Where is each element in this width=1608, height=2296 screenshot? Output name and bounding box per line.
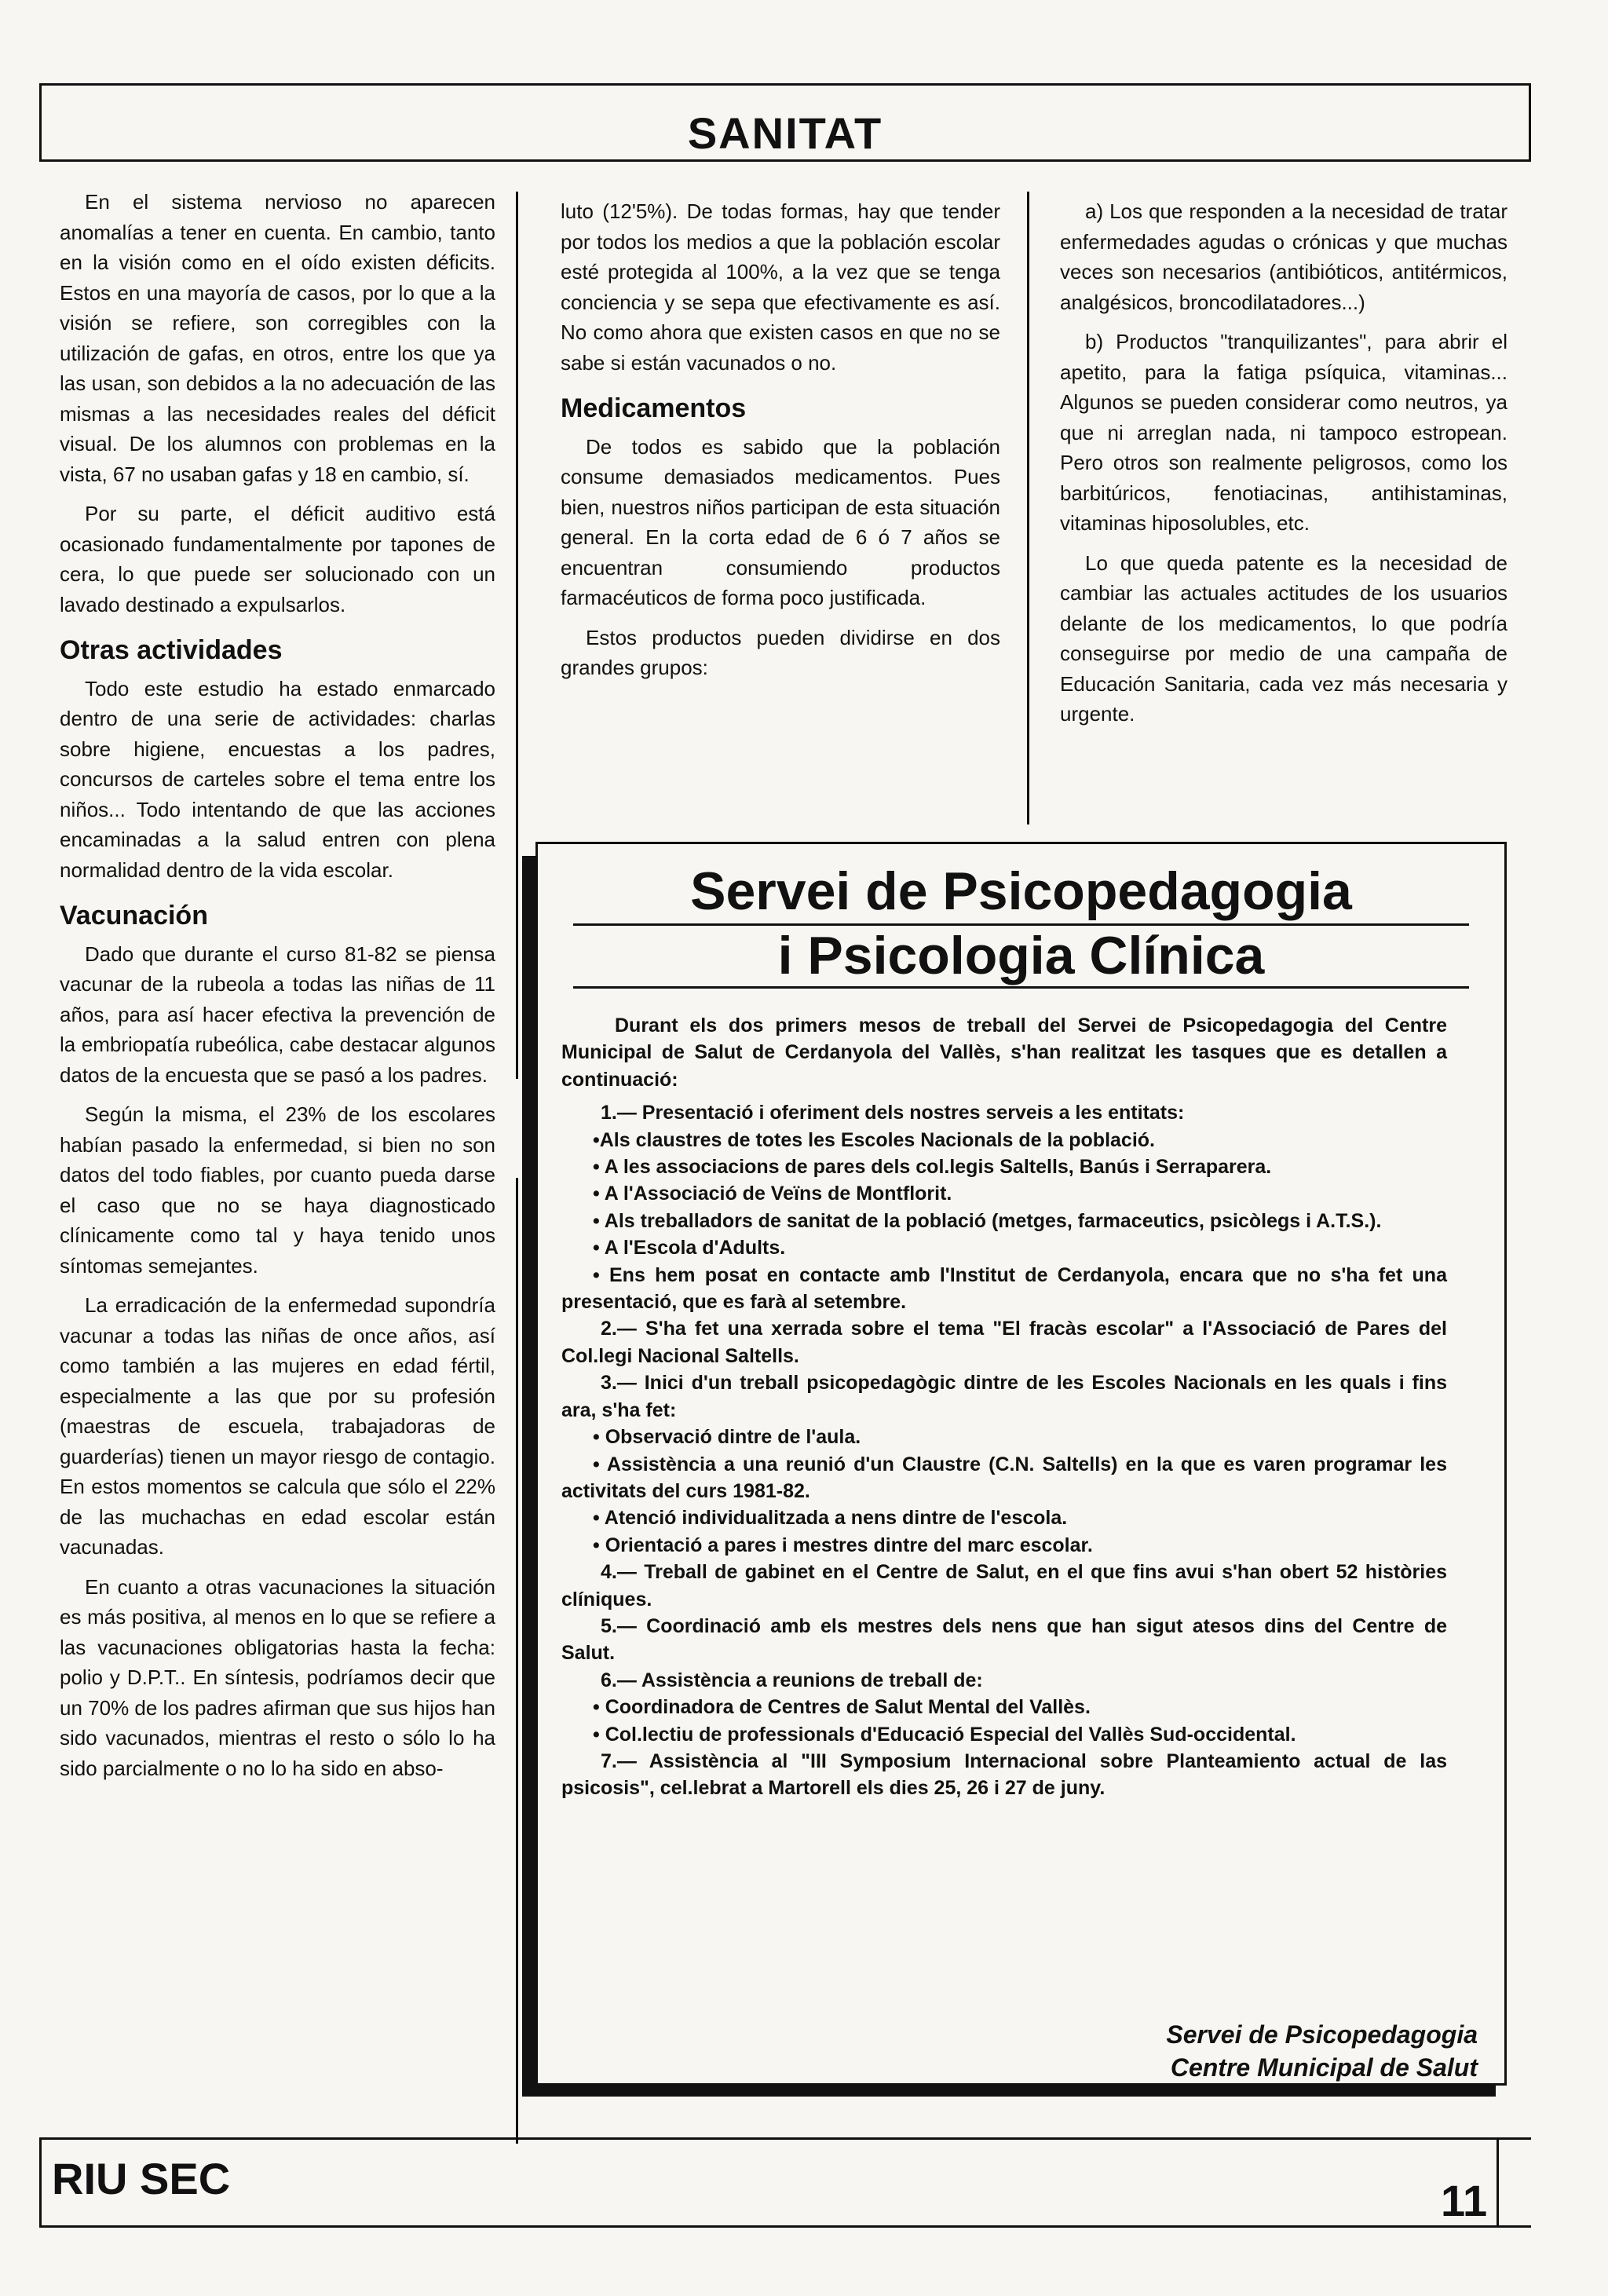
column-rule — [1027, 192, 1029, 824]
paragraph: De todos es sabido que la población consume demasiados medicamentos. Pues bien, nuestros niños participan de esta situación general. En la corta edad de 6 ó 7 años se encuentran consumiendo productos farmacéuticos de forma poco justificada. — [561, 434, 1000, 609]
footer-rule — [39, 2137, 1531, 2140]
signature-line-1: Servei de Psicopedagogia — [1166, 2020, 1478, 2049]
paragraph: Dado que durante el curso 81-82 se piensa vacunar de la rubeola a todas las niñas de 11 años, para así hacer efectiva la prevención de la embriopatía rubeólica, cabe destacar algunos datos de la encuesta que se pasó a los padres. — [60, 941, 495, 1087]
list-item: • Als treballadors de sanitat de la població (metges, farmaceutics, psicòlegs i A.T.S.). — [593, 1209, 1382, 1232]
footer-rule — [39, 2225, 1531, 2228]
paragraph: Según la misma, el 23% de los escolares habían pasado la enfermedad, si bien no son datos del todo fiables, por cuanto pueda darse el caso que no se haya diagnosticado clínicamente como tal y haya tenido unos síntomas semejantes. — [60, 1102, 495, 1278]
list-item: 2.— S'ha fet una xerrada sobre el tema "El fracàs escolar" a l'Associació de Pares del Col.legi Nacional Saltells. — [561, 1318, 1447, 1367]
publication-name: RIU SEC — [52, 2154, 231, 2203]
box-intro: Durant els dos primers mesos de treball del Servei de Psicopedagogia del Centre Municipal de Salut de Cerdanyola del Vallès, s'han realitzat les tasques que es detallen a continuació: — [561, 1015, 1447, 1091]
column-rule — [516, 192, 518, 1079]
paragraph: En cuanto a otras vacunaciones la situación es más positiva, al menos en lo que se refiere a las vacunaciones obligatorias hasta la fecha: polio y D.P.T.. En síntesis, podríamos decir que un 70% de los padres afirman que sus hijos han sido vacunados, mientras el resto o sólo lo ha sido parcialmente o no lo ha sido en abso- — [60, 1574, 496, 1780]
list-item: • A l'Associació de Veïns de Montflorit. — [593, 1183, 952, 1205]
footer-rule — [39, 2137, 42, 2228]
box-body — [561, 1012, 1447, 1802]
list-item: 1.— Presentació i oferiment dels nostres serveis a les entitats: — [601, 1102, 1185, 1124]
list-item: • Assistència a una reunió d'un Claustre (C.N. Saltells) en la que es varen programar les activitats del curs 1981-82. — [561, 1453, 1447, 1502]
list-item: • Coordinadora de Centres de Salut Mental del Vallès. — [593, 1696, 1091, 1719]
section-header — [39, 83, 1531, 162]
page-number: 11 — [1441, 2176, 1488, 2225]
article-column-2 — [561, 196, 1000, 693]
list-item: • A l'Escola d'Adults. — [593, 1237, 786, 1260]
list-item: 4.— Treball de gabinet en el Centre de Salut, en el que fins avui s'han obert 52 històries clíniques. — [561, 1561, 1447, 1610]
paragraph: Por su parte, el déficit auditivo está ocasionado fundamentalmente por tapones de cera, lo que puede ser solucionado con un lavado destinado a expulsarlos. — [60, 502, 495, 616]
list-item: • Observació dintre de l'aula. — [593, 1426, 861, 1449]
box-title-line-1: Servei de Psicopedagogia — [690, 861, 1352, 921]
article-column-1 — [60, 187, 495, 1793]
list-item: • A les associacions de pares dels col.legis Saltells, Banús i Serraparera. — [593, 1156, 1272, 1179]
paragraph: Lo que queda patente es la necesidad de cambiar las actuales actitudes de los usuarios delante de los medicamentos, lo que podría conseguirse por medio de una campaña de Educación Sanitaria, cada vez más necesaria y urgente. — [1060, 550, 1508, 726]
list-item: • Orientació a pares i mestres dintre del marc escolar. — [593, 1534, 1093, 1556]
signature-line-2: Centre Municipal de Salut — [1170, 2053, 1478, 2082]
list-item: 7.— Assistència al "III Symposium Internacional sobre Planteamiento actual de las psicosis", cel.lebrat a Martorell els dies 25, 26 i 27 de juny. — [561, 1749, 1447, 1800]
footer-rule — [1497, 2137, 1499, 2228]
subheading-otras-actividades: Otras actividades — [60, 635, 283, 665]
list-item: • Ens hem posat en contacte amb l'Institut de Cerdanyola, encara que no s'ha fet una presentació, que es farà al setembre. — [561, 1263, 1447, 1314]
subheading-medicamentos: Medicamentos — [561, 393, 747, 423]
subheading-vacunacion: Vacunación — [60, 901, 208, 930]
box-title-line-2: i Psicologia Clínica — [777, 926, 1265, 985]
paragraph: a) Los que responden a la necesidad de tratar enfermedades agudas o crónicas y que muchas veces son necesarios (antibióticos, antitérmicos, analgésicos, broncodilatadores...) — [1060, 199, 1508, 314]
psychopedagogy-box — [535, 842, 1507, 2086]
list-item: • Atenció individualitzada a nens dintre de l'escola. — [593, 1507, 1068, 1530]
section-title: SANITAT — [687, 108, 883, 158]
list-item: 6.— Assistència a reunions de treball de: — [601, 1669, 983, 1691]
paragraph: luto (12'5%). De todas formas, hay que tender por todos los medios a que la población escolar esté protegida al 100%, a la vez que se tenga conciencia y se sepa que efectivamente es así. No como ahora que existen casos en que no se sabe si están vacunados o no. — [561, 199, 1000, 375]
paragraph: La erradicación de la enfermedad supondría vacunar a todas las niñas de once años, así como también a las mujeres en edad fértil, especialmente a las que por su profesión (maestras de escuela, trabajadoras de guarderías) tienen un mayor riesgo de contagio. En estos momentos se calcula que sólo el 22% de las muchachas en edad escolar están vacunadas. — [60, 1293, 495, 1559]
column-rule — [516, 1178, 518, 2144]
paragraph: b) Productos "tranquilizantes", para abrir el apetito, para la fatiga psíquica, vitaminas... Algunos se pueden considerar como neutros, ya que ni arreglan nada, ni tampoco estropean. Pero otros son realmente peligrosos, como los barbitúricos, fenotiacinas, antihistaminas, vitaminas hiposolubles, etc. — [1060, 330, 1508, 535]
paragraph: Todo este estudio ha estado enmarcado dentro de una serie de actividades: charlas sobre higiene, encuestas a los padres, concursos de carteles sobre el tema entre los niños... Todo intentando de que las acciones encaminadas a la salud entren con plena normalidad dentro de la vida escolar. — [60, 676, 495, 882]
paragraph: Estos productos pueden dividirse en dos grandes grupos: — [561, 625, 1000, 679]
list-item: • Col.lectiu de professionals d'Educació Especial del Vallès Sud-occidental. — [593, 1723, 1296, 1746]
box-signature — [1166, 2018, 1478, 2084]
list-item: 3.— Inici d'un treball psicopedagògic dintre de les Escoles Nacionals en les quals i fins ara, s'ha fet: — [561, 1372, 1447, 1421]
title-underline — [573, 986, 1469, 989]
list-item: 5.— Coordinació amb els mestres dels nens que han sigut atesos dins del Centre de Salut. — [561, 1614, 1447, 1665]
article-column-3 — [1060, 196, 1508, 739]
paragraph: En el sistema nervioso no aparecen anomalías a tener en cuenta. En cambio, tanto en la visión como en el oído existen déficits. Estos en una mayoría de casos, por lo que a la visión se refiere, son corregibles con la utilización de gafas, en otros, entre los que ya las usan, son debidos a la no adecuación de las mismas a las necesidades reales del déficit visual. De los alumnos con problemas en la vista, 67 no usaban gafas y 18 en cambio, sí. — [60, 190, 495, 486]
list-item: •Als claustres de totes les Escoles Nacionals de la població. — [593, 1128, 1155, 1151]
